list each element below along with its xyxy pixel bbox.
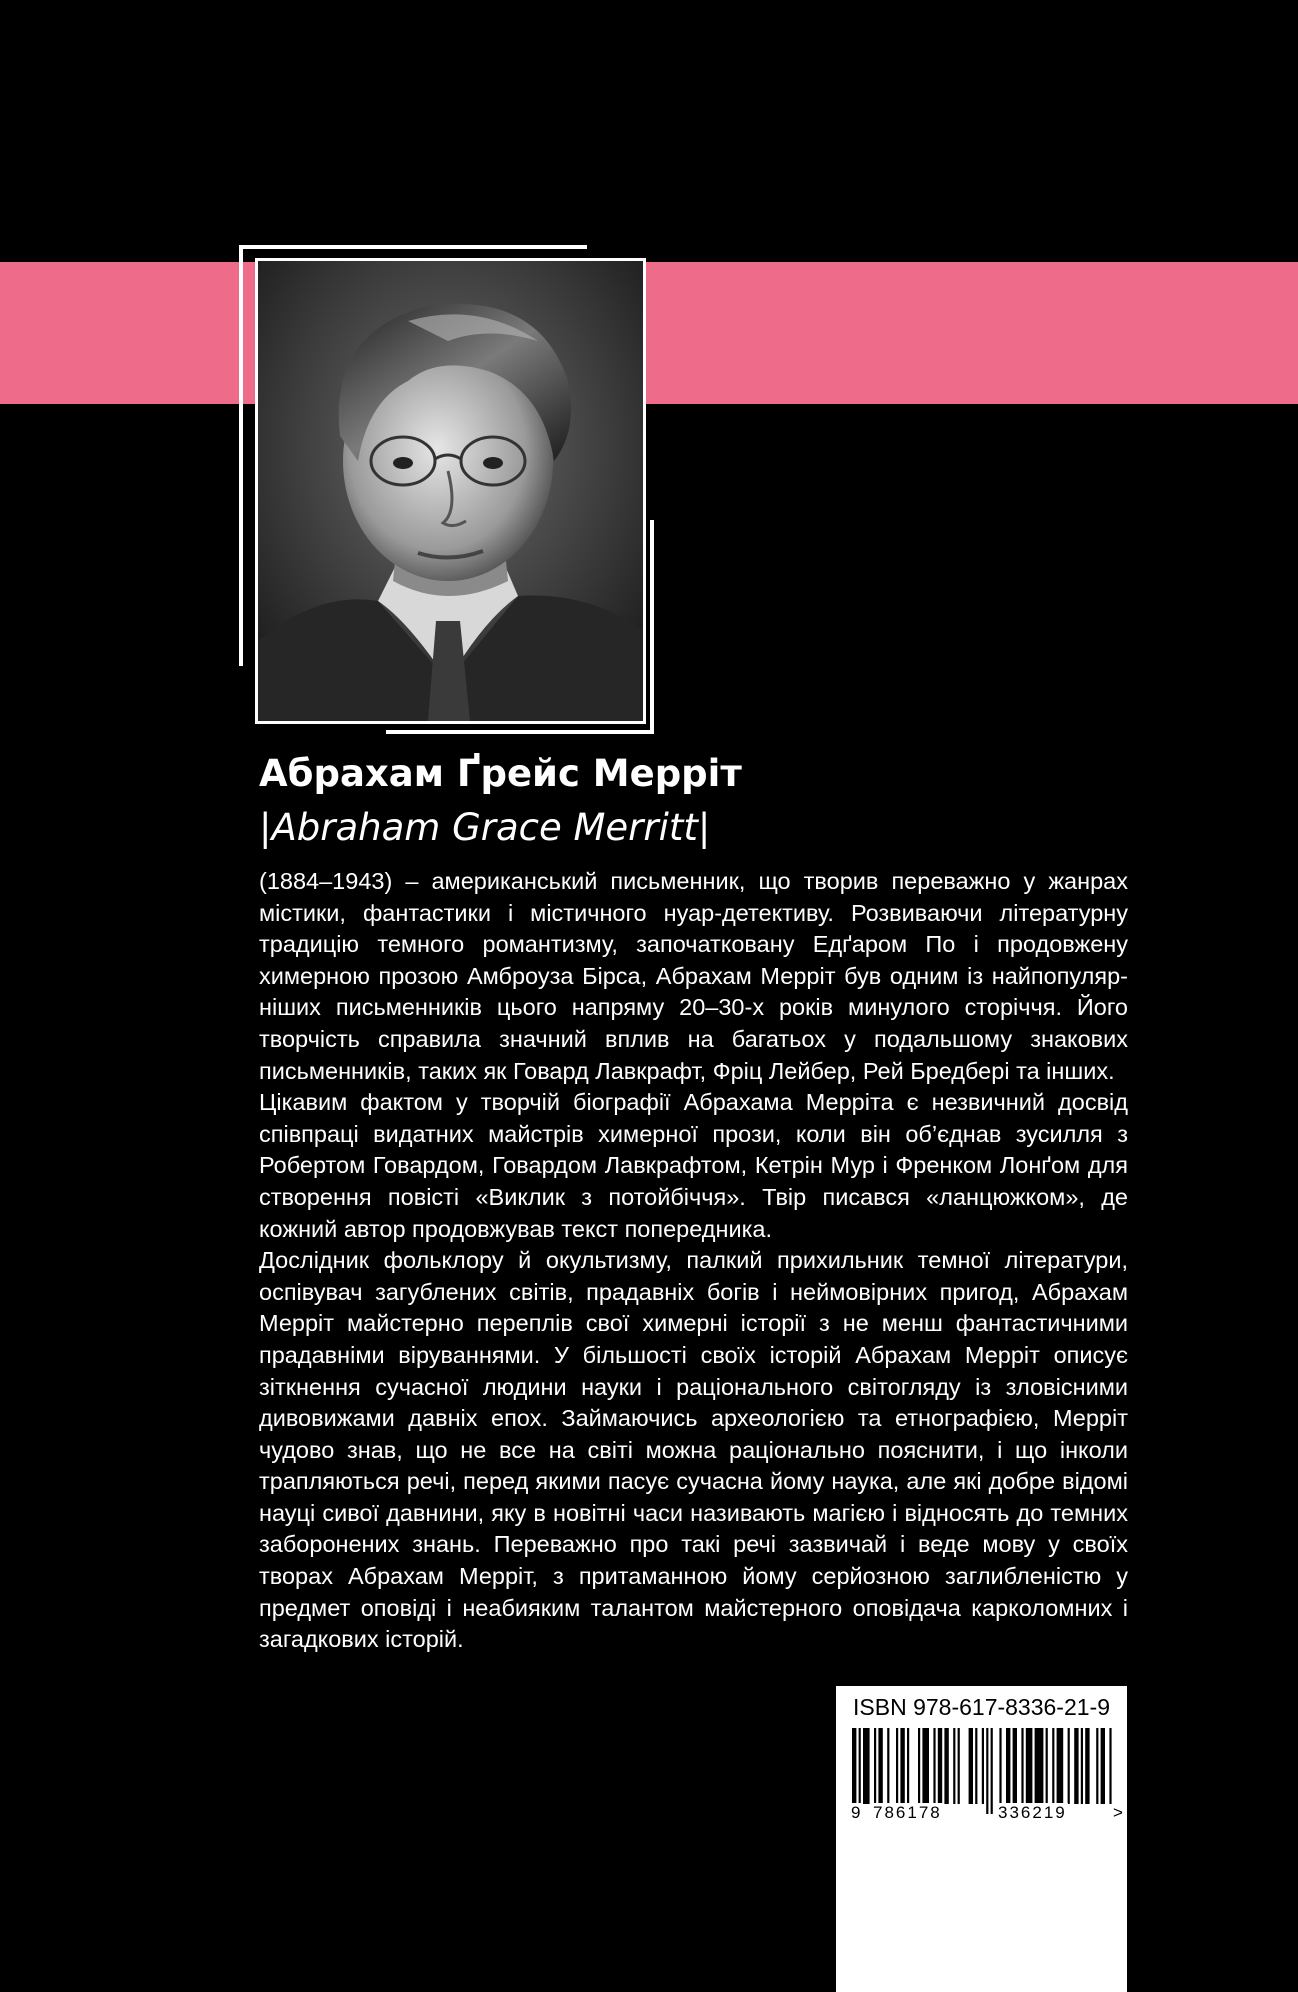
barcode-bar bbox=[1081, 1728, 1083, 1804]
barcode-bar bbox=[958, 1728, 960, 1804]
barcode-bar bbox=[1057, 1728, 1064, 1804]
barcode-bar bbox=[1074, 1728, 1078, 1804]
barcode-bar bbox=[1109, 1728, 1111, 1804]
barcode-bar bbox=[900, 1728, 904, 1804]
barcode-bar bbox=[907, 1728, 909, 1804]
barcode-bar bbox=[918, 1728, 920, 1804]
barcode-bar bbox=[859, 1728, 861, 1814]
barcode-right-digits: 336219 bbox=[998, 1803, 1067, 1822]
author-name-heading: Абрахам Ґрейс Мерріт bbox=[259, 752, 742, 795]
barcode-bar bbox=[1068, 1728, 1070, 1804]
barcode-bar bbox=[982, 1728, 984, 1804]
barcode-bar bbox=[874, 1728, 876, 1804]
bio-paragraph-3: Дослідник фольклору й окультизму, палкий прихильник темної літератури, оспівувач загублених світів, прадавніх богів і неймовірних пригод, Абрахам Мерріт майстерно переплів свої химерні історії з не менш фантастичними прадавніми віруваннями. У більшості своїх історій Абрахам Мерріт описує зіткнення сучасної людини науки і раціонального світогляду із зловісними дивовижами давніх епох. Займаючись археологією та етнографією, Мерріт чудово знав, що не все на світі можна раціонально пояснити, і що інколи трапляються речі, перед якими пасує сучасна йому наука, але які добре відомі науці сивої давнини, яку в новітні часи називають магією і відносять до темних заборонених знань. Переважно про такі речі зазвичай і веде мову у своїх творах Абрахам Мерріт, з притаманною йому серйозною заглибленістю у предмет оповіді і неабияким талантом майстерного оповідача карколомних і загадкових історій. bbox=[259, 1247, 1128, 1653]
barcode-bar bbox=[999, 1728, 1001, 1804]
barcode-bar bbox=[1035, 1728, 1044, 1804]
barcode-bar bbox=[1026, 1728, 1033, 1804]
author-portrait bbox=[255, 258, 646, 724]
isbn-label: ISBN 978-617-8336-21-9 bbox=[853, 1694, 1110, 1720]
barcode-bar bbox=[1101, 1728, 1105, 1804]
barcode-bar bbox=[991, 1728, 993, 1814]
barcode-bar bbox=[1085, 1728, 1089, 1804]
author-biography bbox=[259, 866, 1128, 1656]
barcode-bar bbox=[1052, 1728, 1054, 1804]
bio-paragraph-2: Цікавим фактом у творчій біографії Абрахама Мерріта є незвичний досвід співпраці видатних майстрів химерної прози, коли він об’єднав зусилля з Робертом Говардом, Говардом Лавкрафтом, Кетрін Мур і Френком Лонґом для створення повісті «Виклик з потойбіччя». Твір писався «ланцюжком», де кожний автор продовжував текст попередника. bbox=[259, 1089, 1128, 1242]
barcode-bar bbox=[1013, 1728, 1017, 1804]
barcode-bar bbox=[878, 1728, 882, 1804]
barcode-bar bbox=[969, 1728, 973, 1804]
isbn-barcode-panel bbox=[836, 1686, 1127, 1992]
barcode-bar bbox=[863, 1728, 870, 1804]
barcode-bar bbox=[922, 1728, 929, 1804]
barcode-bar bbox=[933, 1728, 935, 1804]
barcode-bar bbox=[852, 1728, 856, 1814]
barcode-bar bbox=[986, 1728, 988, 1814]
barcode-bars bbox=[852, 1728, 1114, 1814]
barcode-left-digits: 786178 bbox=[873, 1803, 942, 1822]
barcode-bar bbox=[938, 1728, 942, 1804]
barcode-bar bbox=[953, 1728, 955, 1804]
author-latin-name: |Abraham Grace Merritt| bbox=[259, 806, 711, 849]
barcode-bar bbox=[896, 1728, 898, 1804]
barcode-bar bbox=[1046, 1728, 1048, 1804]
barcode-quiet-mark: > bbox=[1113, 1803, 1123, 1822]
barcode-bar bbox=[1021, 1728, 1023, 1804]
bio-paragraph-1: (1884–1943) – американський письменник, що творив переважно у жанрах містики, фантастики і містичного нуар-детективу. Розвиваючи літературну традицію темного романтизму, започатковану Едґаром По і продовжену химерною прозою Амброуза Бірса, Абрахам Мерріт був одним із найпопулярніших письменників цього напряму 20–30-х років минулого сторіччя. Його творчість справила значний вплив на багатьох у подальшому знакових письменників, таких як Говард Лавкрафт, Фріц Лейбер, Рей Бредбері та інших. bbox=[259, 868, 1128, 1084]
barcode-bar bbox=[944, 1728, 948, 1804]
barcode-bar bbox=[1006, 1728, 1010, 1804]
barcode-bar bbox=[887, 1728, 889, 1804]
barcode-first-digit: 9 bbox=[851, 1803, 861, 1822]
accent-band bbox=[0, 262, 1298, 404]
barcode-bar bbox=[1096, 1728, 1098, 1804]
barcode-bar bbox=[975, 1728, 977, 1804]
portrait-illustration bbox=[258, 261, 643, 721]
